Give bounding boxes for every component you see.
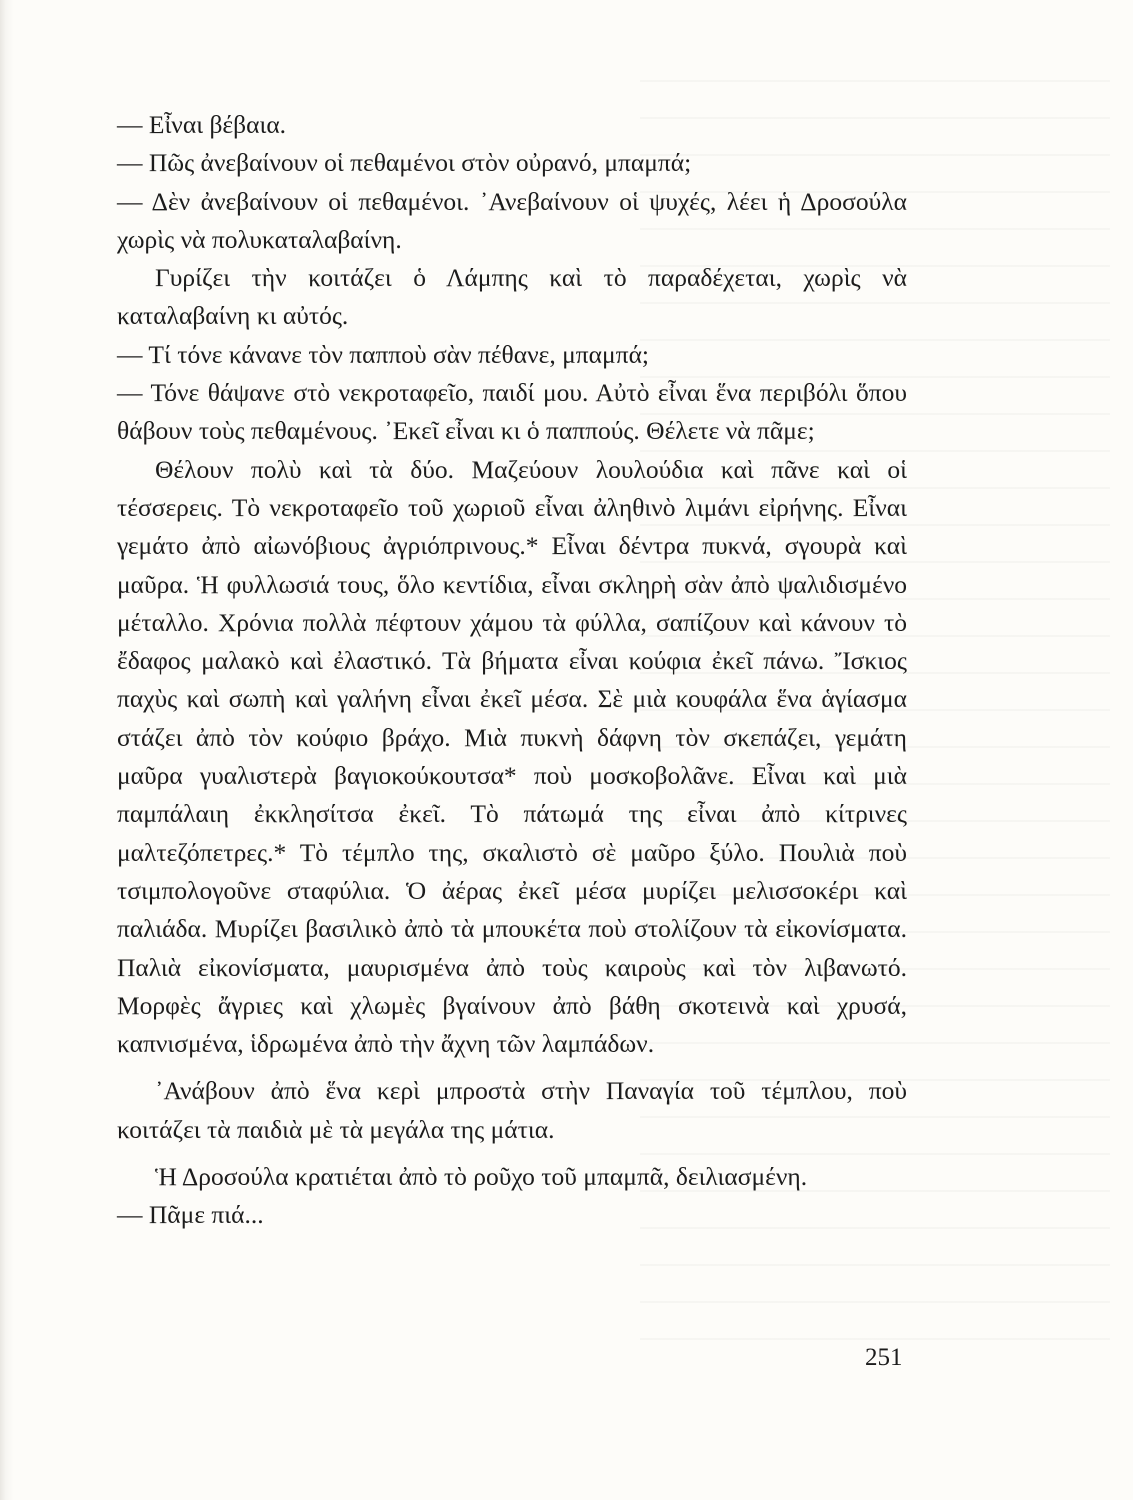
dialogue-line: — Πῶς ἀνεβαίνουν οἱ πεθαμένοι στὸν οὐρανό, μπαμπά; (117, 148, 692, 178)
paragraph: Γυρίζει τὴν κοιτάζει ὁ Λάμπης καὶ τὸ παραδέχεται, χωρὶς νὰ καταλαβαίνη κι αὐτός. (117, 263, 907, 331)
paragraph: Ἡ Δροσούλα κρατιέται ἀπὸ τὸ ροῦχο τοῦ μπαμπᾶ, δειλιασμένη. (155, 1162, 808, 1192)
dialogue-line: — Δὲν ἀνεβαίνουν οἱ πεθαμένοι. ᾿Ανεβαίνουν οἱ ψυχές, λέει ἡ Δροσούλα χωρὶς νὰ πολυκαταλαβαίνη. (117, 186, 907, 254)
paragraph: Θέλουν πολὺ καὶ τὰ δύο. Μαζεύουν λουλούδια καὶ πᾶνε καὶ οἱ τέσσερεις. Τὸ νεκροταφεῖο τοῦ χωριοῦ εἶναι ἀληθινὸ λιμάνι εἰρήνης. Εἶναι γεμάτο ἀπὸ αἰωνόβιους ἀγριόπρινους.* Εἶναι δέντρα πυκνά, σγουρὰ καὶ μαῦρα. Ἡ φυλλωσιά τους, ὅλο κεντίδια, εἶναι σκληρὴ σὰν ἀπὸ ψαλιδισμένο μέταλλο. Χρόνια πολλὰ πέφτουν χάμου τὰ φύλλα, σαπίζουν καὶ κάνουν τὸ ἔδαφος μαλακὸ καὶ ἐλαστικό. Τὰ βήματα εἶναι κούφια ἐκεῖ πάνω. Ἴσκιος παχὺς καὶ σωπὴ καὶ γαλήνη εἶναι ἐκεῖ μέσα. Σὲ μιὰ κουφάλα ἕνα ἁγίασμα στάζει ἀπὸ τὸν κούφιο βράχο. Μιὰ πυκνὴ δάφνη τὸν σκεπάζει, γεμάτη μαῦρα γυαλιστερὰ βαγιοκούκουτσα* ποὺ μοσκοβολᾶνε. Εἶναι καὶ μιὰ παμπάλαιη ἐκκλησίτσα ἐκεῖ. Τὸ πάτωμά της εἶναι ἀπὸ κίτρινες μαλτεζόπετρες.* Τὸ τέμπλο της, σκαλιστὸ σὲ μαῦρο ξύλο. Πουλιὰ ποὺ τσιμπολογοῦνε σταφύλια. Ὁ ἀέρας ἐκεῖ μέσα μυρίζει μελισσοκέρι καὶ παλιάδα. Μυρίζει βασιλικὸ ἀπὸ τὰ μπουκέτα ποὺ στολίζουν τὰ εἰκονίσματα. Παλιὰ εἰκονίσματα, μαυρισμένα ἀπὸ τοὺς καιροὺς καὶ τὸν λιβανωτό. Μορφὲς ἄγριες καὶ χλωμὲς βγαίνουν ἀπὸ βάθη σκοτεινὰ καὶ χρυσά, καπνισμένα, ἱδρωμένα ἀπὸ τὴν ἄχνη τῶν λαμπάδων. (117, 454, 907, 1059)
page-number: 251 (865, 1344, 903, 1371)
body-text (117, 106, 907, 1235)
dialogue-line: — Τί τόνε κάνανε τὸν παπποὺ σὰν πέθανε, μπαμπά; (117, 339, 650, 369)
dialogue-line: — Τόνε θάψανε στὸ νεκροταφεῖο, παιδί μου. Αὐτὸ εἶναι ἕνα περιβόλι ὅπου θάβουν τοὺς πεθαμένους. ᾿Εκεῖ εἶναι κι ὁ παππούς. Θέλετε νὰ πᾶμε; (117, 378, 907, 446)
paragraph: ᾿Ανάβουν ἀπὸ ἕνα κερὶ μπροστὰ στὴν Παναγία τοῦ τέμπλου, ποὺ κοιτάζει τὰ παιδιὰ μὲ τὰ μεγάλα της μάτια. (117, 1076, 907, 1144)
dialogue-line: — Πᾶμε πιά... (117, 1200, 264, 1230)
dialogue-line: — Εἶναι βέβαια. (117, 110, 287, 139)
